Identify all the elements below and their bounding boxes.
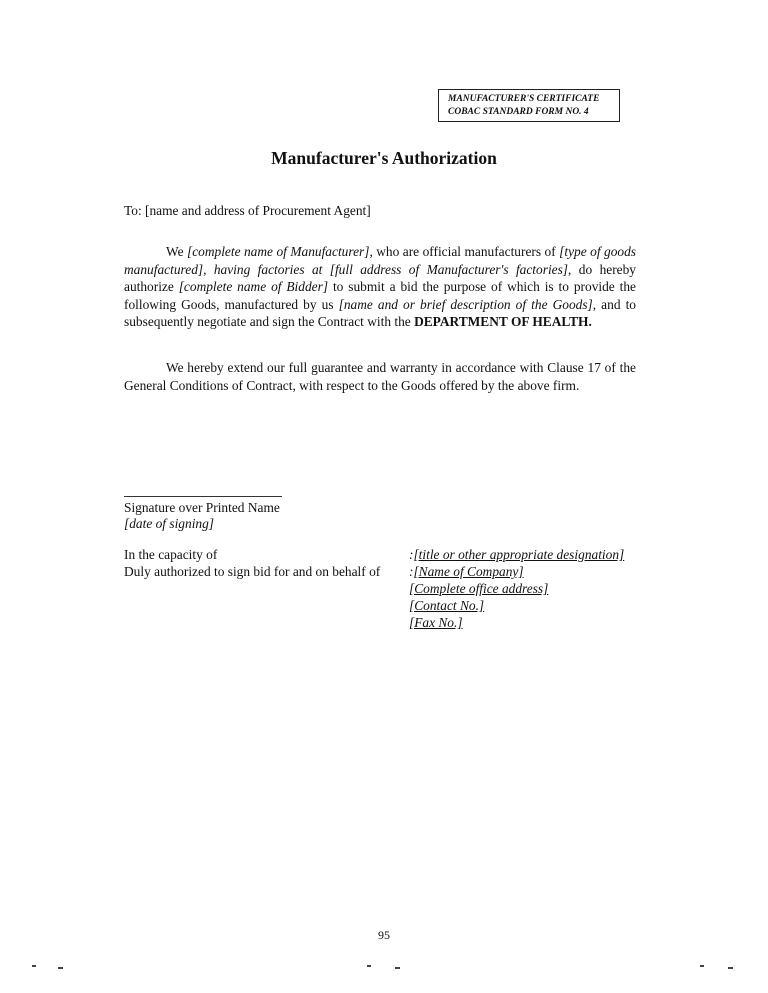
guarantee-paragraph: We hereby extend our full guarantee and warranty in accordance with Clause 17 of the General Conditions of Contract, with respect to the Goods offered by the above firm. bbox=[124, 360, 636, 393]
department-name: DEPARTMENT OF HEALTH. bbox=[414, 314, 592, 330]
goods-description-placeholder: [name and or brief description of the Goods] bbox=[338, 296, 593, 312]
manufacturer-name-placeholder: [complete name of Manufacturer] bbox=[186, 244, 370, 259]
form-standard-number: COBAC STANDARD FORM NO. 4 bbox=[448, 107, 589, 117]
scan-artifact bbox=[58, 967, 63, 969]
para1-text-2: , who are official manufacturers of bbox=[369, 244, 560, 259]
document-title: Manufacturer's Authorization bbox=[271, 148, 497, 168]
contact-number-placeholder: [Contact No.] bbox=[409, 598, 485, 613]
bidder-name-placeholder: [complete name of Bidder] bbox=[178, 279, 329, 295]
scan-artifact bbox=[367, 965, 371, 967]
address-field bbox=[409, 580, 624, 597]
capacity-labels bbox=[124, 546, 380, 580]
scan-artifact bbox=[728, 967, 733, 969]
goods-factories-placeholder: [type of goods manufactured], having factories at [full address of Manufacturer's factories] bbox=[124, 244, 636, 277]
company-placeholder: [Name of Company] bbox=[413, 564, 524, 579]
para1-text-1: We bbox=[166, 244, 187, 259]
signature-label: Signature over Printed Name bbox=[124, 500, 280, 515]
signature-line bbox=[124, 496, 282, 497]
authorization-paragraph bbox=[124, 243, 636, 331]
para1-text-5: , and to subsequently negotiate and sign the Contract with the bbox=[124, 296, 636, 330]
fax-field bbox=[409, 614, 624, 631]
authorized-label: Duly authorized to sign bid for and on behalf of bbox=[124, 564, 381, 579]
contact-field bbox=[409, 597, 624, 614]
fax-number-placeholder: [Fax No.] bbox=[409, 615, 463, 630]
designation-field: :[title or other appropriate designation] bbox=[409, 547, 625, 562]
form-number-box bbox=[438, 89, 620, 122]
form-certificate-label: MANUFACTURER'S CERTIFICATE bbox=[448, 94, 600, 104]
company-field: :[Name of Company] bbox=[409, 564, 524, 579]
designation-placeholder: [title or other appropriate designation] bbox=[413, 547, 625, 562]
capacity-label: In the capacity of bbox=[124, 547, 218, 562]
signing-date-placeholder: [date of signing] bbox=[124, 516, 215, 531]
scan-artifact bbox=[32, 965, 36, 967]
page-number: 95 bbox=[378, 928, 390, 942]
office-address-placeholder: [Complete office address] bbox=[409, 581, 549, 596]
para1-text-3: , do hereby authorize bbox=[124, 261, 636, 295]
capacity-values bbox=[409, 546, 624, 631]
para1-text-4: to submit a bid the purpose of which is to provide the following Goods, manufactured by us bbox=[124, 279, 636, 312]
scan-artifact bbox=[395, 967, 400, 969]
scan-artifact bbox=[700, 965, 704, 967]
addressee-line: To: [name and address of Procurement Agent] bbox=[124, 203, 371, 218]
